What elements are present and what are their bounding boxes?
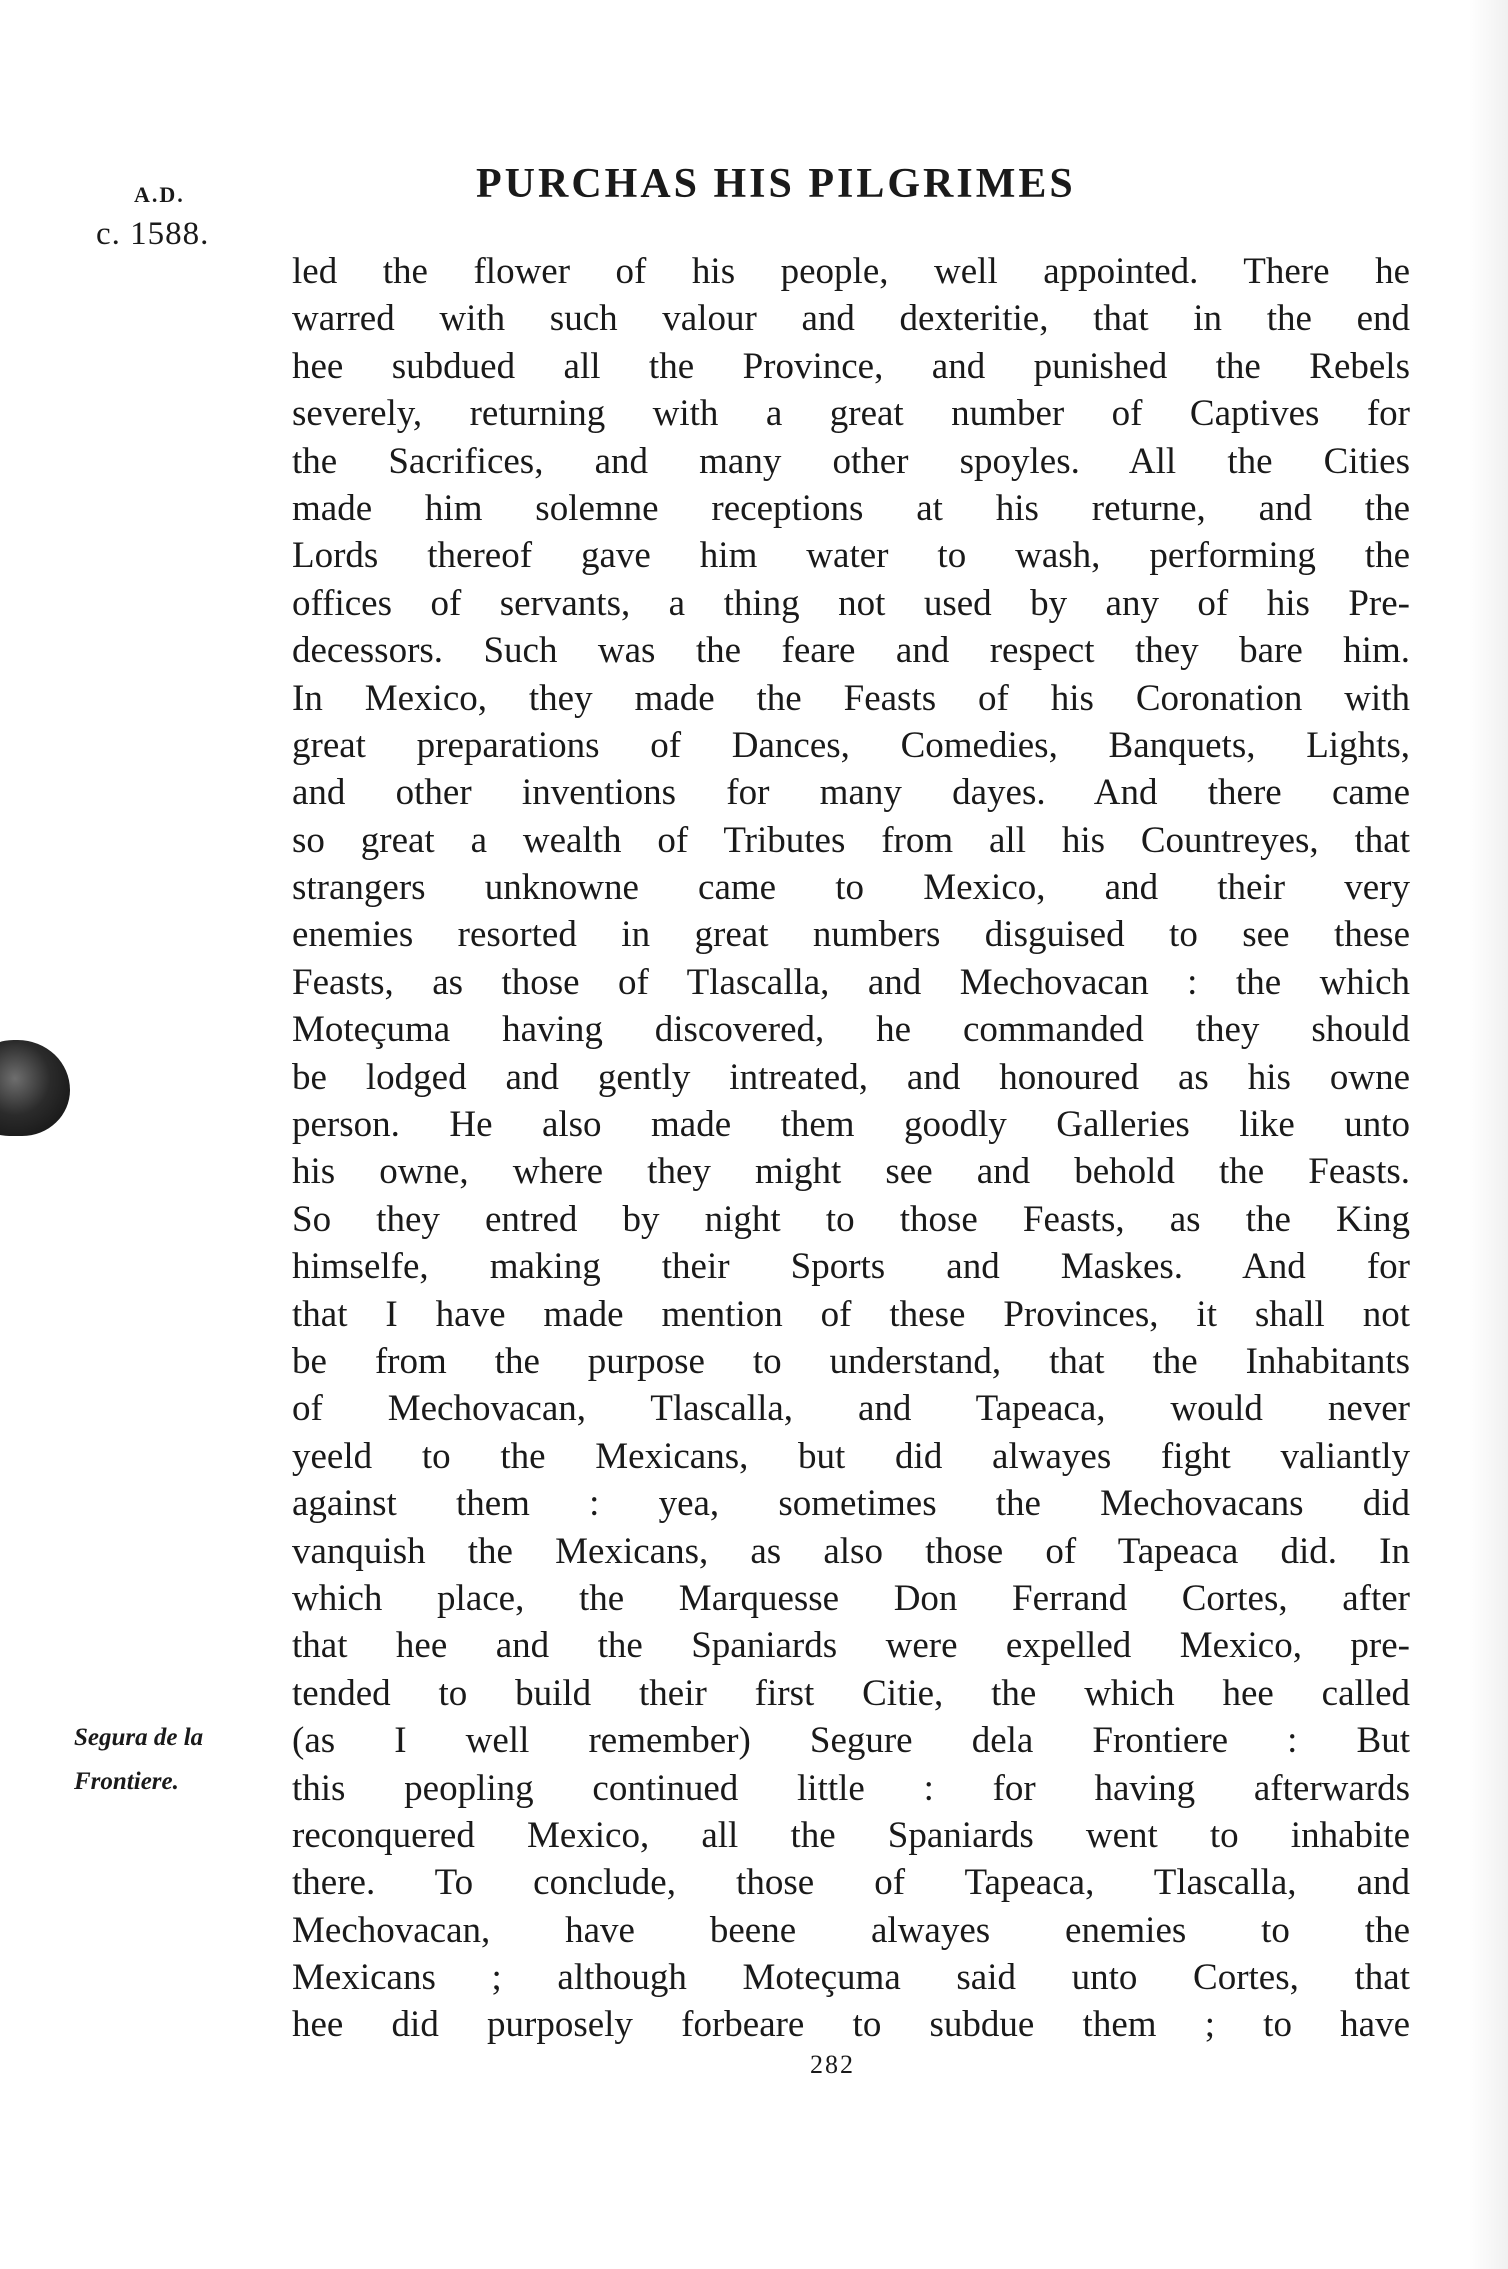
page-number: 282 <box>810 2050 855 2079</box>
thumb-shadow <box>0 1040 70 1136</box>
text-line: this peopling continued little : for having afterwards <box>292 1767 1410 1809</box>
text-line: strangers unknowne came to Mexico, and their very <box>292 867 1410 909</box>
text-line: warred with such valour and dexteritie, that in the end <box>292 298 1410 340</box>
text-line: so great a wealth of Tributes from all his Countreyes, that <box>292 819 1410 861</box>
running-title: PURCHAS HIS PILGRIMES <box>476 161 1076 207</box>
text-line: Mechovacan, have beene alwayes enemies to the <box>292 1909 1410 1951</box>
text-line: vanquish the Mexicans, as also those of Tapeaca did. In <box>292 1530 1410 1572</box>
text-line: hee did purposely forbeare to subdue them ; to have <box>292 2004 1410 2046</box>
text-line: Moteçuma having discovered, he commanded they should <box>292 1009 1410 1051</box>
text-line: which place, the Marquesse Don Ferrand Cortes, after <box>292 1577 1410 1619</box>
text-line: led the flower of his people, well appointed. There he <box>292 251 1410 292</box>
text-line: great preparations of Dances, Comedies, Banquets, Lights, <box>292 724 1410 766</box>
date-label: c. 1588. <box>96 216 210 252</box>
text-line: and other inventions for many dayes. And there came <box>292 772 1410 814</box>
text-line: of Mechovacan, Tlascalla, and Tapeaca, would never <box>292 1388 1410 1430</box>
text-line: So they entred by night to those Feasts, as the King <box>292 1198 1410 1240</box>
text-line: severely, returning with a great number of Captives for <box>292 393 1410 435</box>
text-line: (as I well remember) Segure dela Frontiere : But <box>292 1720 1410 1762</box>
text-line: reconquered Mexico, all the Spaniards went to inhabite <box>292 1814 1410 1856</box>
era-label: A.D. <box>134 182 185 207</box>
text-line: himselfe, making their Sports and Maskes. And for <box>292 1246 1410 1288</box>
page-edge-shadow <box>1468 0 1508 2269</box>
text-line: Feasts, as those of Tlascalla, and Mechovacan : the which <box>292 961 1410 1003</box>
side-note <box>74 1716 203 1804</box>
text-line: person. He also made them goodly Galleries like unto <box>292 1104 1410 1146</box>
text-line: Mexicans ; although Moteçuma said unto Cortes, that <box>292 1957 1410 1999</box>
text-line: the Sacrifices, and many other spoyles. All the Cities <box>292 440 1410 482</box>
text-line: that hee and the Spaniards were expelled Mexico, pre- <box>292 1625 1410 1667</box>
text-line: offices of servants, a thing not used by any of his Pre- <box>292 582 1410 624</box>
text-line: against them : yea, sometimes the Mechovacans did <box>292 1483 1410 1525</box>
body-text <box>292 248 1410 2049</box>
text-line: yeeld to the Mexicans, but did alwayes fight valiantly <box>292 1435 1410 1477</box>
text-line: be from the purpose to understand, that the Inhabitants <box>292 1340 1410 1382</box>
text-line: his owne, where they might see and behold the Feasts. <box>292 1151 1410 1193</box>
text-line: Lords thereof gave him water to wash, performing the <box>292 535 1410 577</box>
text-line: be lodged and gently intreated, and honoured as his owne <box>292 1056 1410 1098</box>
text-line: that I have made mention of these Provinces, it shall not <box>292 1293 1410 1335</box>
text-line: enemies resorted in great numbers disguised to see these <box>292 914 1410 956</box>
side-note-line: Segura de la <box>74 1724 204 1751</box>
text-line: hee subdued all the Province, and punished the Rebels <box>292 345 1410 387</box>
text-line: made him solemne receptions at his returne, and the <box>292 487 1410 529</box>
text-line: decessors. Such was the feare and respect they bare him. <box>292 630 1410 672</box>
text-line: there. To conclude, those of Tapeaca, Tlascalla, and <box>292 1862 1410 1904</box>
text-line: In Mexico, they made the Feasts of his Coronation with <box>292 677 1410 719</box>
side-note-line: Frontiere. <box>74 1768 179 1795</box>
text-line: tended to build their first Citie, the which hee called <box>292 1672 1410 1714</box>
